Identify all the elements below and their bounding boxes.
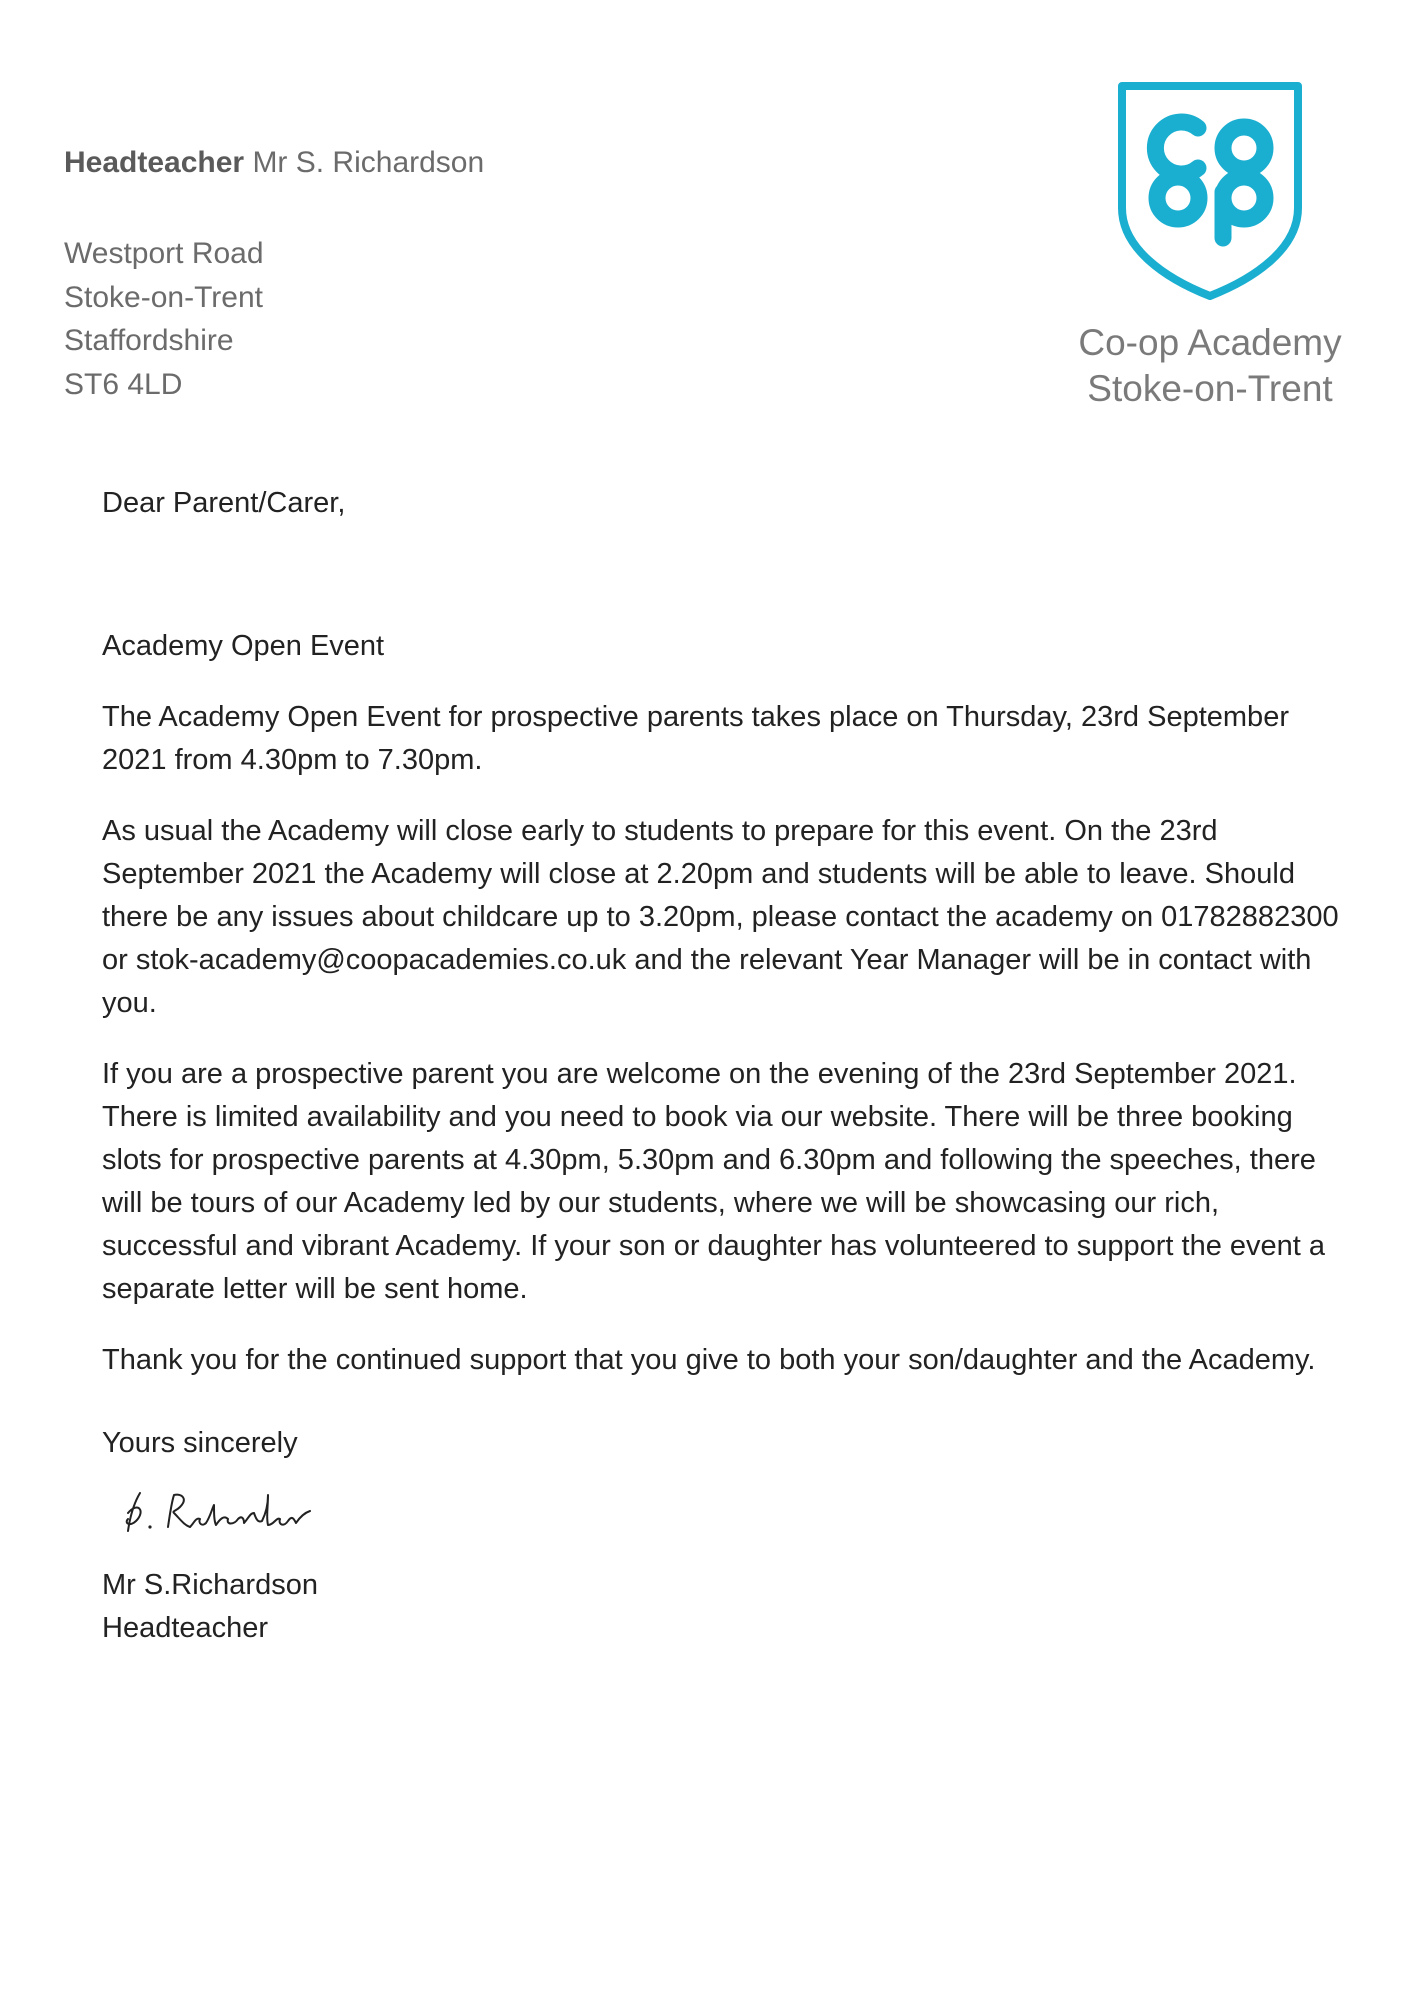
letter-paragraph: If you are a prospective parent you are welcome on the evening of the 23rd September 2021. There is limited availability and you need to book via our website. There will be three booking slots for prospective parents at 4.30pm, 5.30pm and 6.30pm and following the speeches, there will be tours of our Academy led by our students, where we will be showcasing our rich, successful and vibrant Academy. If your son or daughter has volunteered to support the event a separate letter will be sent home. (102, 1058, 1326, 1305)
letter-paragraph: As usual the Academy will close early to students to prepare for this event. On the 23rd September 2021 the Academy will close at 2.20pm and students will be able to leave. Should there be any issues about childcare up to 3.20pm, please contact the academy on 01782882300 or stok-academy@coopacademies.co.uk and the relevant Year Manager will be in contact with you. (102, 815, 1339, 1019)
letterhead-sender (64, 146, 484, 180)
sender-name: Mr S. Richardson (252, 146, 485, 179)
logo-school-name (1040, 320, 1380, 412)
address-line: Stoke-on-Trent (64, 280, 263, 314)
school-logo (1040, 70, 1380, 412)
letter-subject: Academy Open Event (102, 630, 385, 662)
school-address (64, 232, 264, 406)
signature-image (116, 1483, 316, 1539)
address-line: Staffordshire (64, 324, 234, 357)
letter-body (102, 482, 1342, 1650)
handwritten-signature (116, 1483, 1342, 1552)
letter-paragraph: Thank you for the continued support that you give to both your son/daughter and the Academy. (102, 1344, 1316, 1376)
logo-name-line: Co-op Academy (1078, 322, 1342, 363)
signatory-role: Headteacher (102, 1612, 269, 1644)
signatory-name: Mr S.Richardson (102, 1569, 318, 1601)
shield-logo-icon (1116, 80, 1304, 302)
letter-paragraph: The Academy Open Event for prospective parents takes place on Thursday, 23rd September 2021 from 4.30pm to 7.30pm. (102, 701, 1289, 776)
address-line: ST6 4LD (64, 367, 183, 401)
address-line: Westport Road (64, 237, 264, 270)
logo-name-line: Stoke-on-Trent (1087, 368, 1333, 409)
sender-role: Headteacher (64, 146, 245, 179)
salutation: Dear Parent/Carer, (102, 487, 346, 519)
closing: Yours sincerely (102, 1427, 298, 1459)
